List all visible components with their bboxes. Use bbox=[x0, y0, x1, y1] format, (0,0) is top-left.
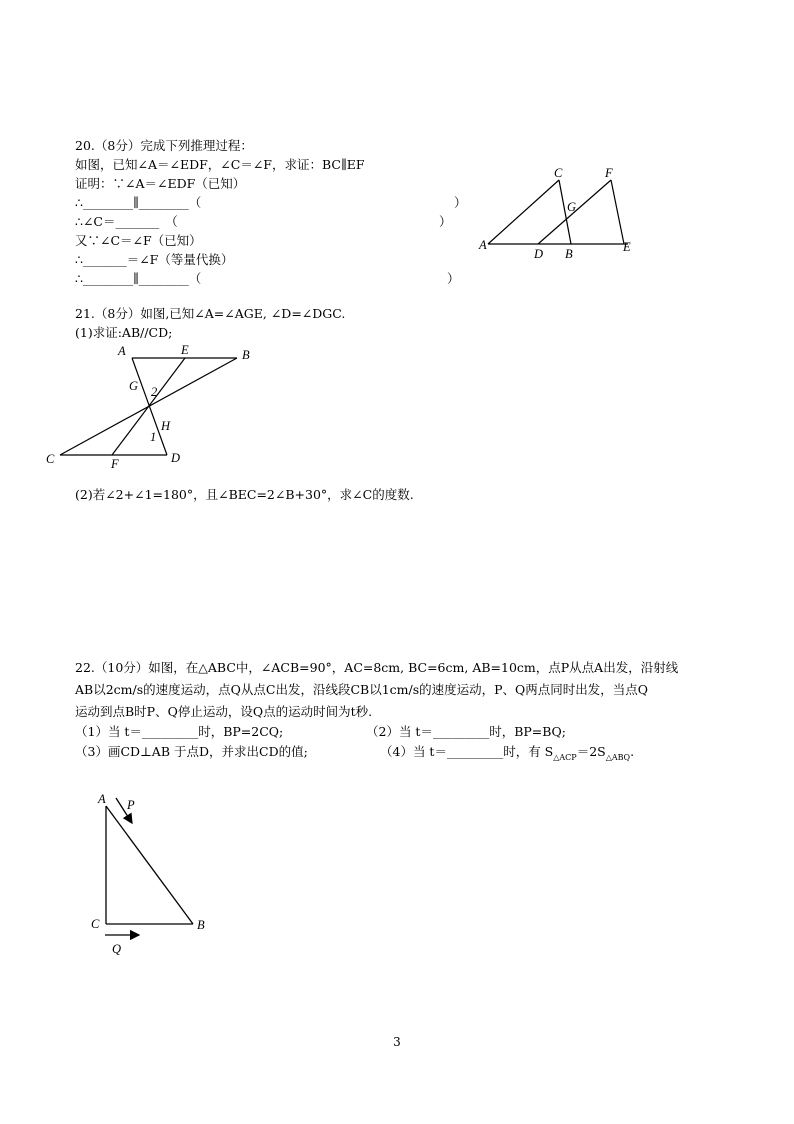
answer-blank[interactable]: ________ bbox=[138, 271, 189, 286]
page-number: 3 bbox=[393, 1035, 401, 1049]
label-P: P bbox=[127, 798, 135, 812]
therefore-symbol: ∴ bbox=[75, 252, 83, 267]
q22-figure bbox=[85, 790, 220, 960]
label-Q: Q bbox=[112, 942, 122, 956]
q22-part-4 bbox=[380, 744, 634, 766]
q21-part-2: (2)若∠2+∠1=180°，且∠BEC=2∠B+30°，求∠C的度数. bbox=[75, 487, 414, 502]
label-C: C bbox=[554, 166, 563, 180]
reason-open: （ bbox=[188, 271, 202, 286]
label-D: D bbox=[171, 451, 181, 465]
label-B: B bbox=[565, 247, 573, 261]
reason-open: （ bbox=[165, 214, 178, 229]
q20-proof-line-3 bbox=[75, 214, 475, 230]
q20-figure bbox=[470, 160, 645, 265]
q21-title: 21.（8分）如图,已知∠A=∠AGE, ∠D=∠DGC. bbox=[75, 306, 346, 321]
reason-close: ） bbox=[439, 214, 452, 229]
line-FE bbox=[611, 180, 624, 244]
parallel-symbol: ∥ bbox=[132, 195, 139, 210]
part-text: 时，BP=2CQ; bbox=[198, 724, 284, 739]
part-text: 时，BP=BQ; bbox=[489, 724, 566, 739]
label-E: E bbox=[181, 343, 189, 357]
label-F: F bbox=[111, 457, 119, 471]
parallel-symbol: ∥ bbox=[132, 271, 139, 286]
q22-line-2: AB以2cm/s的速度运动，点Q从点C出发，沿线段CB以1cm/s的速度运动，P、Q两点同时出发，当点Q bbox=[75, 682, 649, 697]
answer-blank[interactable]: _________ bbox=[432, 724, 490, 739]
angle-2-label: 2 bbox=[151, 385, 158, 399]
part-text: . bbox=[630, 744, 635, 759]
therefore-symbol: ∴ bbox=[75, 195, 83, 210]
q22-part-1 bbox=[75, 724, 283, 740]
statement-text: ＝∠F（等量代换） bbox=[126, 252, 234, 267]
q22-part-3: （3）画CD⊥AB 于点D，并求出CD的值; bbox=[75, 744, 308, 759]
therefore-symbol: ∴ bbox=[75, 271, 83, 286]
angle-1-label: 1 bbox=[150, 430, 157, 444]
label-E: E bbox=[623, 240, 631, 254]
q22-part-2 bbox=[366, 724, 566, 740]
label-H: H bbox=[161, 419, 171, 433]
answer-blank[interactable]: ________ bbox=[138, 195, 189, 210]
side-AB bbox=[106, 806, 193, 924]
label-A: A bbox=[98, 792, 106, 806]
line-EF bbox=[112, 358, 185, 455]
subscript: △ABQ bbox=[605, 753, 631, 762]
label-G: G bbox=[567, 200, 577, 214]
q21-part-1: (1)求证:AB//CD; bbox=[75, 325, 173, 340]
reason-close: ） bbox=[447, 271, 460, 286]
answer-blank[interactable]: _______ bbox=[82, 252, 127, 267]
q20-proof-line-5 bbox=[75, 252, 233, 268]
q20-proof-line-1: 证明：∵∠A＝∠EDF（已知） bbox=[75, 176, 246, 191]
label-C: C bbox=[46, 452, 55, 466]
q20-proof-line-4: 又∵∠C＝∠F（已知） bbox=[75, 233, 202, 248]
q21-figure bbox=[40, 340, 270, 475]
label-A: A bbox=[118, 344, 126, 358]
part-text: 时，有 S bbox=[503, 744, 554, 759]
reason-open: （ bbox=[188, 195, 202, 210]
part-text: （4）当 t＝ bbox=[380, 744, 447, 759]
label-A: A bbox=[479, 238, 487, 252]
q22-line-1: 22.（10分）如图，在△ABC中，∠ACB=90°，AC=8cm, BC=6cm, AB=10cm，点P从点A出发，沿射线 bbox=[75, 660, 679, 675]
statement-text: ∴∠C＝ bbox=[75, 214, 116, 229]
answer-blank[interactable]: ________ bbox=[82, 271, 133, 286]
label-B: B bbox=[242, 348, 250, 362]
answer-blank[interactable]: ________ bbox=[82, 195, 133, 210]
reason-close: ） bbox=[454, 195, 467, 210]
answer-blank[interactable]: _______ bbox=[115, 214, 160, 229]
part-text: （1）当 t＝ bbox=[75, 724, 142, 739]
q20-given: 如图，已知∠A＝∠EDF，∠C＝∠F，求证：BC∥EF bbox=[75, 157, 365, 172]
q20-proof-line-6 bbox=[75, 271, 475, 287]
label-G: G bbox=[129, 379, 139, 393]
answer-blank[interactable]: _________ bbox=[446, 744, 504, 759]
q22-line-3: 运动到点B时P、Q停止运动，设Q点的运动时间为t秒. bbox=[75, 704, 373, 719]
label-C: C bbox=[91, 917, 100, 931]
label-D: D bbox=[534, 247, 544, 261]
label-B: B bbox=[197, 918, 205, 932]
part-text: ＝2S bbox=[576, 744, 606, 759]
part-text: （2）当 t＝ bbox=[366, 724, 433, 739]
q20-proof-line-2 bbox=[75, 195, 475, 211]
subscript: △ACP bbox=[553, 753, 577, 762]
label-F: F bbox=[605, 166, 613, 180]
answer-blank[interactable]: _________ bbox=[141, 724, 199, 739]
q20-title: 20.（8分）完成下列推理过程： bbox=[75, 138, 253, 153]
